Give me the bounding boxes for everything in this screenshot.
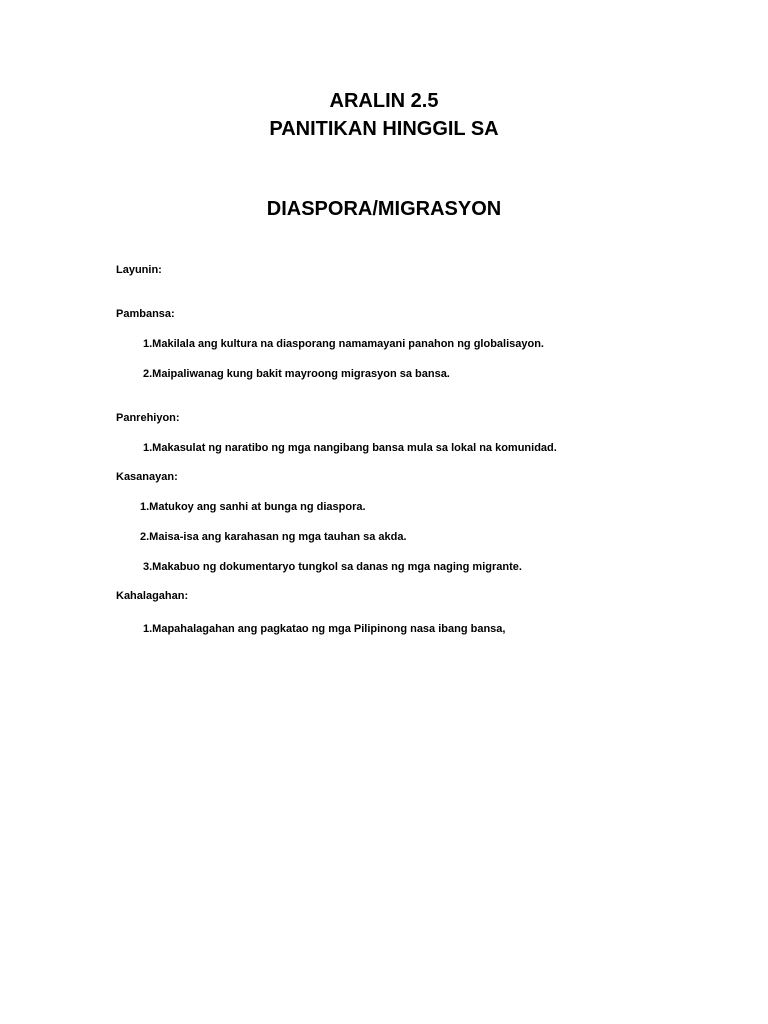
kasanayan-label: Kasanayan: — [116, 471, 178, 483]
kasanayan-item: 2.Maisa-isa ang karahasan ng mga tauhan sa akda. — [140, 531, 407, 543]
lesson-title-line: PANITIKAN HINGGIL SA — [269, 118, 499, 140]
panrehiyon-label: Panrehiyon: — [116, 412, 180, 424]
kasanayan-item: 1.Matukoy ang sanhi at bunga ng diaspora. — [140, 501, 366, 513]
pambansa-item: 2.Maipaliwanag kung bakit mayroong migrasyon sa bansa. — [143, 368, 450, 380]
objectives-label: Layunin: — [116, 264, 162, 276]
kahalagahan-item: 1.Mapahalagahan ang pagkatao ng mga Pilipinong nasa ibang bansa, — [143, 623, 506, 635]
kahalagahan-label: Kahalagahan: — [116, 590, 189, 602]
pambansa-item: 1.Makilala ang kultura na diasporang namamayani panahon ng globalisayon. — [143, 338, 544, 350]
lesson-subtitle: DIASPORA/MIGRASYON — [266, 198, 502, 220]
panrehiyon-item: 1.Makasulat ng naratibo ng mga nangibang bansa mula sa lokal na komunidad. — [143, 442, 557, 454]
lesson-number-title: ARALIN 2.5 — [329, 90, 439, 112]
kasanayan-item: 3.Makabuo ng dokumentaryo tungkol sa danas ng mga naging migrante. — [143, 561, 522, 573]
pambansa-label: Pambansa: — [116, 308, 175, 320]
